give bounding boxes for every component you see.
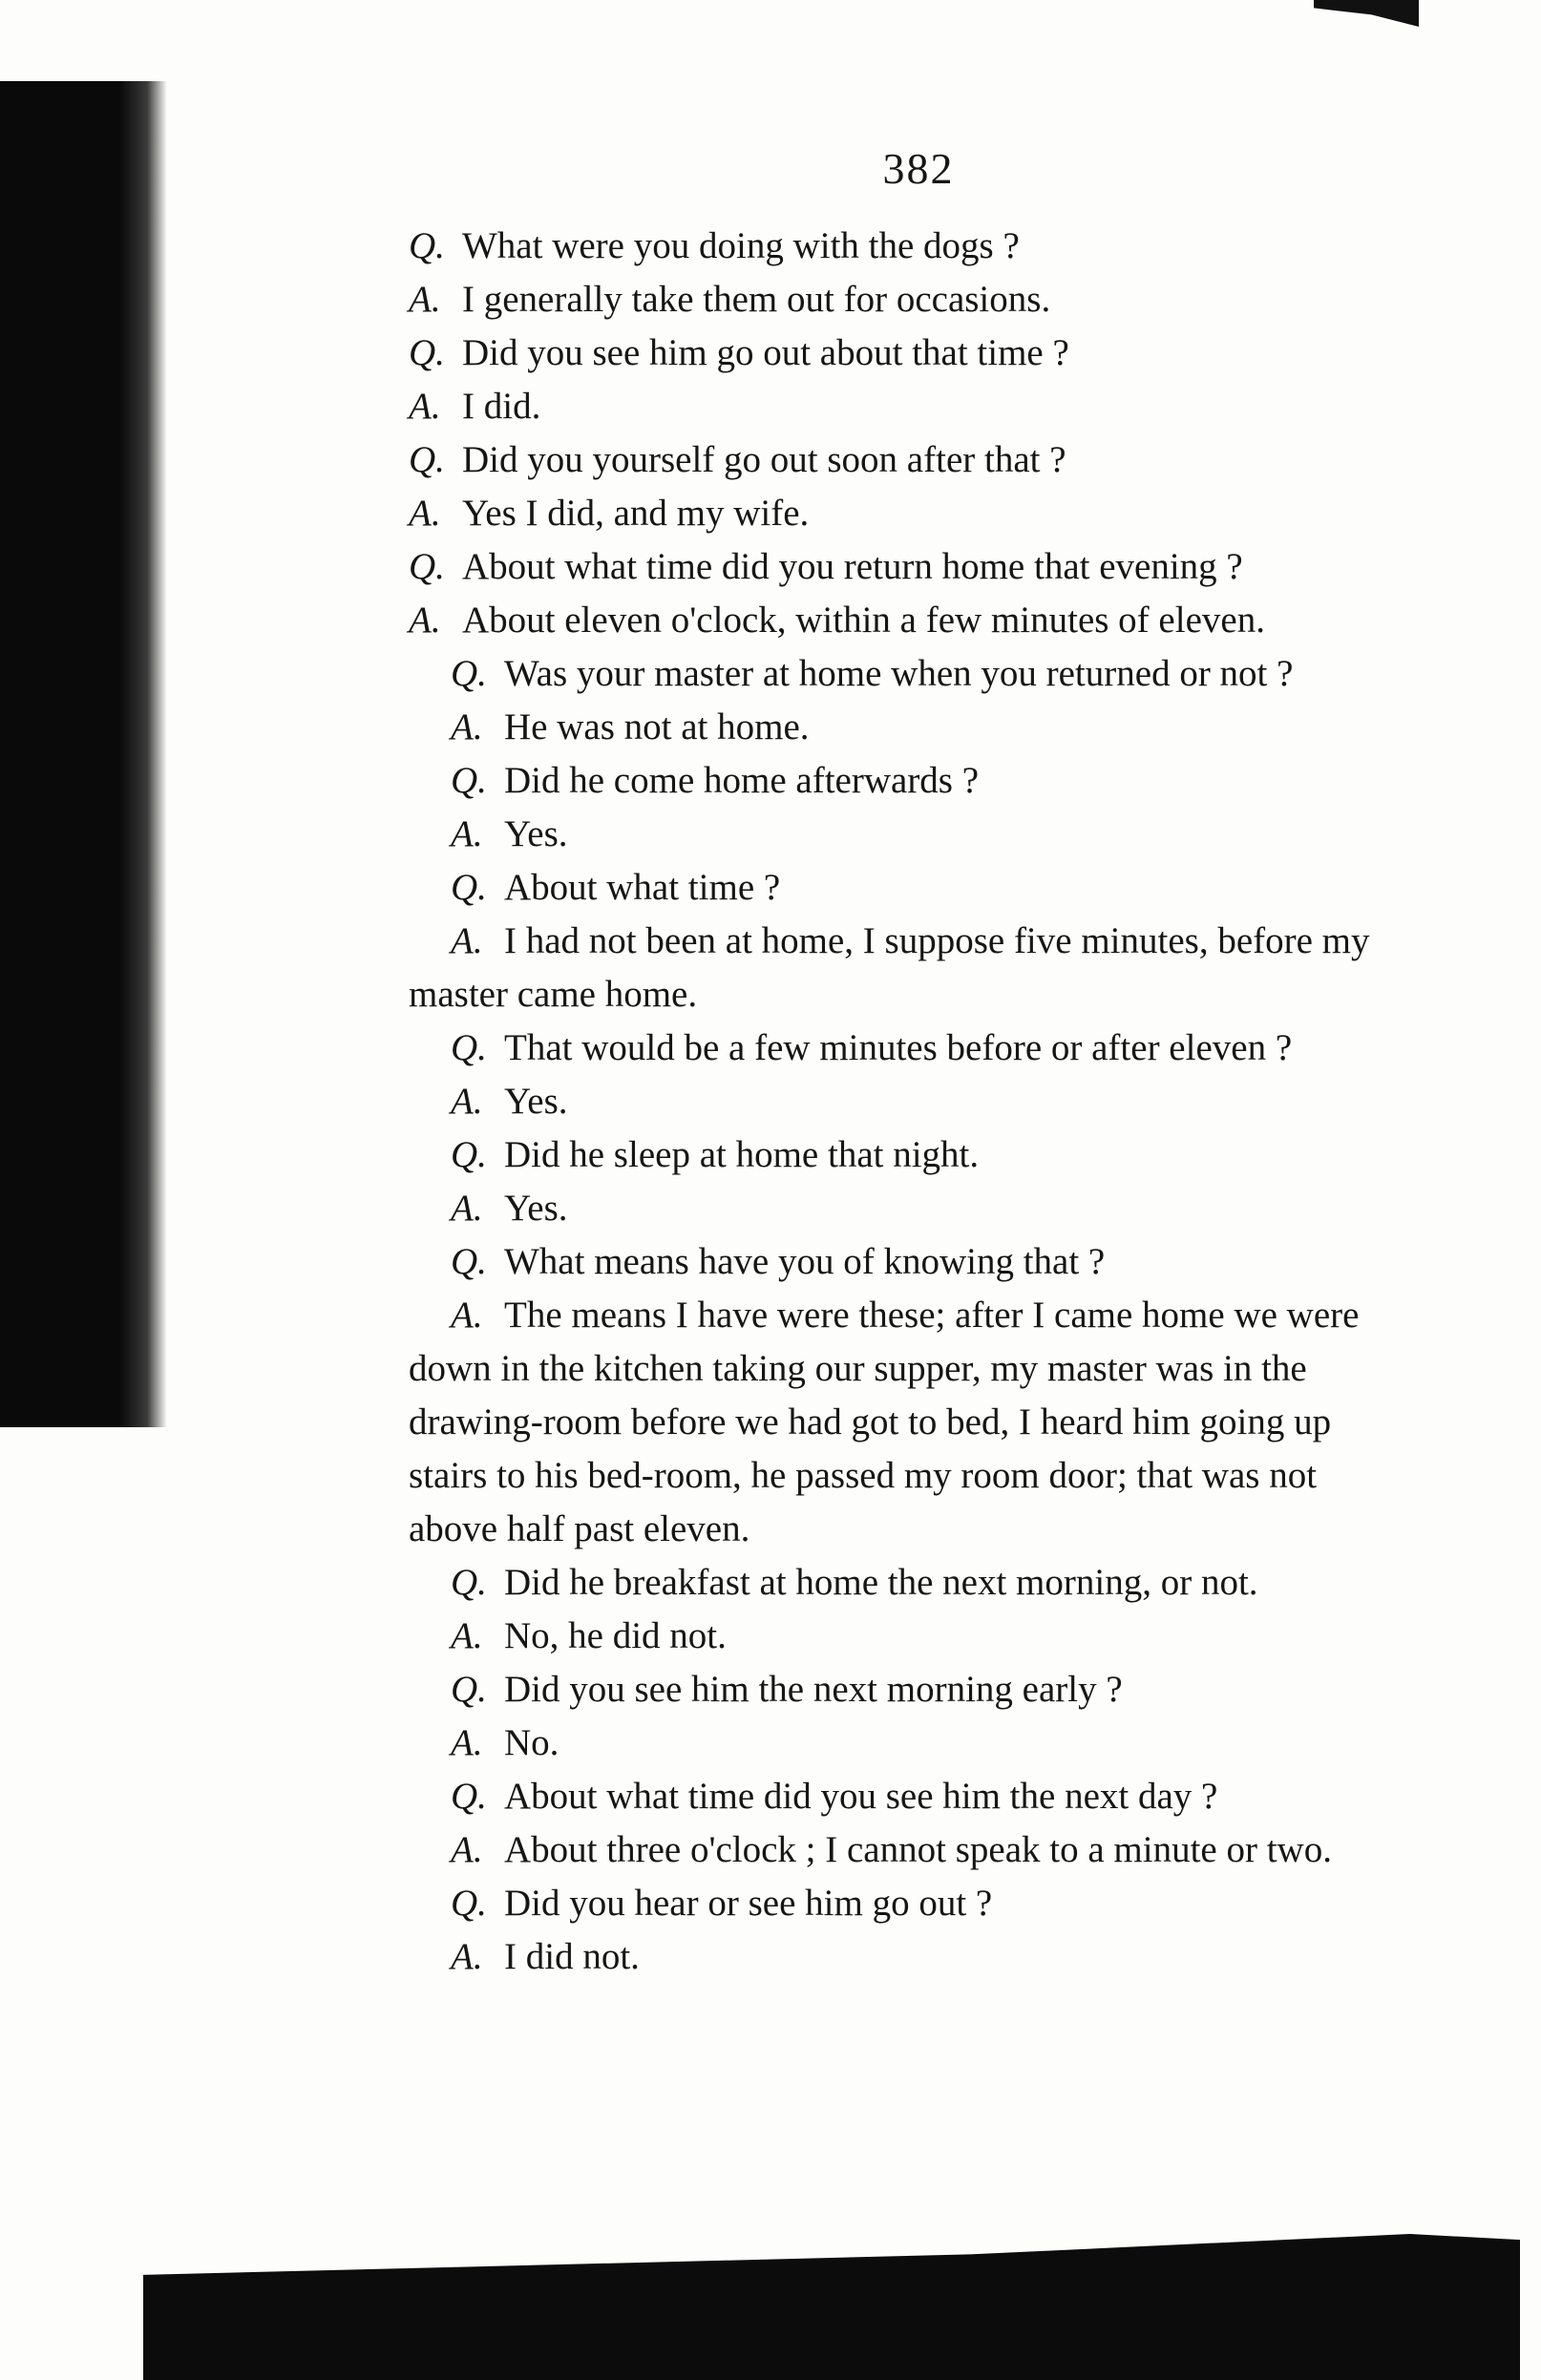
- qa-entry: [409, 1235, 1398, 1289]
- scan-edge-bottom: [143, 2234, 1520, 2380]
- speaker-label: Q.: [409, 546, 445, 587]
- speaker-label: A.: [451, 1615, 483, 1656]
- qa-entry: [409, 701, 1398, 754]
- qa-entry: [409, 1717, 1398, 1770]
- qa-entry: [409, 1075, 1398, 1128]
- testimony-text: [409, 220, 1398, 1984]
- entry-text: Did you yourself go out soon after that ?: [462, 439, 1066, 480]
- speaker-label: Q.: [451, 1883, 487, 1924]
- entry-text: He was not at home.: [504, 706, 810, 748]
- entry-text: About what time did you see him the next day ?: [504, 1776, 1218, 1817]
- qa-entry: [409, 1877, 1398, 1930]
- qa-entry: [409, 540, 1398, 594]
- entry-text: About what time did you return home that evening ?: [462, 546, 1243, 587]
- entry-text: Yes.: [504, 1188, 568, 1229]
- entry-text: About what time ?: [504, 867, 781, 908]
- entry-text: Did you see him go out about that time ?: [462, 332, 1069, 373]
- speaker-label: Q.: [451, 1134, 487, 1175]
- entry-text: Did you see him the next morning early ?: [504, 1669, 1123, 1710]
- qa-entry: [409, 1182, 1398, 1235]
- qa-entry: [409, 1930, 1398, 1984]
- entry-text: About three o'clock ; I cannot speak to a minute or two.: [504, 1829, 1332, 1870]
- qa-entry: [409, 1128, 1398, 1182]
- qa-entry: [409, 1556, 1398, 1610]
- qa-entry: [409, 861, 1398, 915]
- qa-entry: [409, 326, 1398, 380]
- qa-entry: [409, 647, 1398, 701]
- qa-entry: [409, 1770, 1398, 1823]
- qa-entry: [409, 487, 1398, 540]
- qa-entry: [409, 1610, 1398, 1663]
- speaker-label: Q.: [451, 1562, 487, 1603]
- entry-text: I did not.: [504, 1936, 640, 1977]
- qa-entry: [409, 1823, 1398, 1877]
- qa-entry: [409, 594, 1398, 647]
- entry-text: No, he did not.: [504, 1615, 727, 1656]
- speaker-label: A.: [451, 1081, 483, 1122]
- qa-entry: [409, 1289, 1398, 1556]
- entry-text: Did he come home afterwards ?: [504, 760, 980, 801]
- speaker-label: Q.: [409, 225, 445, 266]
- speaker-label: A.: [451, 1188, 483, 1229]
- speaker-label: A.: [451, 1722, 483, 1763]
- entry-text: About eleven o'clock, within a few minutes of eleven.: [462, 600, 1265, 641]
- entry-text: No.: [504, 1722, 559, 1763]
- speaker-label: A.: [409, 493, 441, 534]
- entry-text: Did you hear or see him go out ?: [504, 1883, 993, 1924]
- speaker-label: Q.: [451, 1776, 487, 1817]
- entry-text: That would be a few minutes before or after eleven ?: [504, 1027, 1293, 1068]
- entry-text: The means I have were these; after I came home we were down in the kitchen taking our supper, my master was in the drawing-room before we had got to bed, I heard him going up stairs to his bed-room, he passed my room door; that was not above half past eleven.: [409, 1295, 1360, 1549]
- qa-entry: [409, 380, 1398, 433]
- speaker-label: Q.: [451, 760, 487, 801]
- speaker-label: Q.: [409, 439, 445, 480]
- qa-entry: [409, 220, 1398, 273]
- speaker-label: Q.: [451, 1027, 487, 1068]
- scan-edge-top-right: [1314, 0, 1419, 27]
- qa-entry: [409, 1022, 1398, 1075]
- entry-text: I did.: [462, 386, 541, 427]
- entry-text: I had not been at home, I suppose five minutes, before my master came home.: [409, 920, 1370, 1015]
- entry-text: What were you doing with the dogs ?: [462, 225, 1020, 266]
- qa-entry: [409, 808, 1398, 861]
- speaker-label: A.: [409, 386, 441, 427]
- page-number: 382: [882, 144, 955, 193]
- speaker-label: A.: [451, 1936, 483, 1977]
- entry-text: Yes.: [504, 1081, 568, 1122]
- qa-entry: [409, 915, 1398, 1022]
- scan-edge-left: [0, 81, 167, 1427]
- entry-text: Yes I did, and my wife.: [462, 493, 810, 534]
- entry-text: Yes.: [504, 813, 568, 854]
- qa-entry: [409, 273, 1398, 326]
- speaker-label: Q.: [451, 1241, 487, 1282]
- speaker-label: Q.: [409, 332, 445, 373]
- entry-text: Was your master at home when you returned or not ?: [504, 653, 1294, 694]
- entry-text: I generally take them out for occasions.: [462, 279, 1051, 320]
- entry-text: Did he sleep at home that night.: [504, 1134, 980, 1175]
- entry-text: Did he breakfast at home the next morning, or not.: [504, 1562, 1258, 1603]
- speaker-label: A.: [451, 706, 483, 748]
- speaker-label: A.: [451, 1295, 483, 1336]
- speaker-label: Q.: [451, 653, 487, 694]
- speaker-label: Q.: [451, 1669, 487, 1710]
- qa-entry: [409, 433, 1398, 487]
- qa-entry: [409, 754, 1398, 808]
- speaker-label: A.: [451, 813, 483, 854]
- entry-text: What means have you of knowing that ?: [504, 1241, 1106, 1282]
- speaker-label: A.: [409, 279, 441, 320]
- speaker-label: Q.: [451, 867, 487, 908]
- speaker-label: A.: [451, 1829, 483, 1870]
- speaker-label: A.: [409, 600, 441, 641]
- speaker-label: A.: [451, 920, 483, 961]
- qa-entry: [409, 1663, 1398, 1717]
